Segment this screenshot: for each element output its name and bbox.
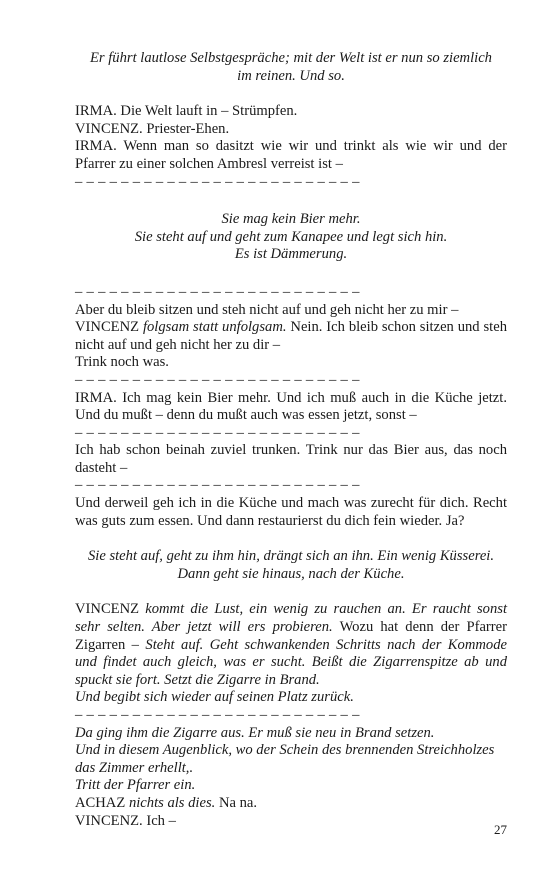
dialogue-text: Wozu hat denn der Pfarrer Zigarren – — [75, 619, 507, 653]
page-number: 27 — [494, 822, 507, 837]
inline-direction: Steht auf. Geht schwankenden Schritts nach der Kommode und findet auch gleich, was er sucht. Beißt die Zigarrenspitze ab und spuckt sie fort. Setzt die Zigarre in Brand. — [75, 636, 507, 688]
stage-direction — [75, 50, 507, 85]
dash-separator: – – – – – – – – – – – – – – – – – – – – – – – – – — [75, 707, 360, 723]
dialogue-line: IRMA. Die Welt lauft in – Strümpfen. — [75, 103, 298, 120]
dialogue-text: Na na. — [218, 794, 258, 811]
dialogue-line: VINCENZ. Ich – — [75, 812, 176, 829]
stage-direction-line: Dann geht sie hinaus, nach der Küche. — [177, 565, 405, 582]
dialogue-line: Ich hab schon beinah zuviel trunken. Trink nur das Bier aus, das noch dasteht – — [75, 442, 507, 476]
dialogue-line: Aber du bleib sitzen und steh nicht auf und geh nicht her zu mir – — [75, 301, 459, 318]
dash-separator: – – – – – – – – – – – – – – – – – – – – – – – – – — [75, 283, 360, 300]
stage-direction — [75, 548, 507, 583]
stage-direction-line: Er führt lautlose Selbstgespräche; mit der Welt ist er nun so ziemlich — [90, 50, 492, 66]
dialogue-line — [75, 795, 507, 813]
page-text — [75, 50, 507, 830]
dialogue-line: Und derweil geh ich in die Küche und mach was zurecht für dich. Recht was guts zum essen. Und dann restaurierst du dich fein wieder. Ja? — [75, 495, 507, 529]
dialogue-line: IRMA. Wenn man so dasitzt wie wir und trinkt als wie wir und der Pfarrer zu einer solchen Ambresl verreist ist – — [75, 138, 507, 172]
dialogue-line: VINCENZ. Priester-Ehen. — [75, 120, 230, 137]
inline-direction: nichts als dies. — [128, 794, 216, 811]
stage-direction-line: Und begibt sich wieder auf seinen Platz zurück. — [75, 689, 354, 706]
dialogue-line — [75, 319, 507, 354]
dialogue-line: IRMA. Ich mag kein Bier mehr. Und ich muß auch in die Küche jetzt. Und du mußt – denn du mußt auch was essen jetzt, sonst – — [75, 389, 507, 424]
dash-separator: – – – – – – – – – – – – – – – – – – – – – – – – – — [75, 477, 360, 494]
inline-direction: kommt die Lust, ein wenig zu rauchen an. Er raucht sonst sehr selten. Aber jetzt will ers probieren. — [75, 601, 507, 636]
dash-separator: – – – – – – – – – – – – – – – – – – – – – – – – – — [75, 173, 360, 190]
dialogue-text: Nein. Ich bleib schon sitzen und steh nicht auf und geh nicht her zu dir – — [75, 319, 507, 353]
dialogue-line: Trink noch was. — [75, 354, 169, 371]
stage-direction — [75, 211, 507, 264]
dialogue-paragraph — [75, 601, 507, 689]
speaker-name: ACHAZ — [75, 794, 126, 811]
stage-direction-line: Sie steht auf, geht zu ihm hin, drängt sich an ihn. Ein wenig Küsserei. — [87, 548, 495, 565]
stage-direction-line: Da ging ihm die Zigarre aus. Er muß sie neu in Brand setzen. — [75, 724, 435, 741]
stage-direction-line: Tritt der Pfarrer ein. — [75, 777, 196, 794]
dash-separator: – – – – – – – – – – – – – – – – – – – – – – – – – — [75, 371, 360, 388]
stage-direction-line: im reinen. Und so. — [237, 67, 345, 84]
stage-direction-line: Und in diesem Augenblick, wo der Schein des brennenden Streichholzes das Zimmer erhellt,. — [75, 742, 495, 776]
stage-direction-line: Sie mag kein Bier mehr. — [221, 211, 361, 228]
inline-direction: folgsam statt unfolgsam. — [142, 319, 287, 336]
speaker-name: VINCENZ — [75, 319, 140, 336]
dash-separator: – – – – – – – – – – – – – – – – – – – – – – – – – — [75, 424, 360, 441]
speaker-name: VINCENZ — [75, 601, 140, 618]
stage-direction-line: Sie steht auf und geht zum Kanapee und legt sich hin. — [134, 228, 448, 245]
stage-direction-line: Es ist Dämmerung. — [234, 246, 348, 263]
